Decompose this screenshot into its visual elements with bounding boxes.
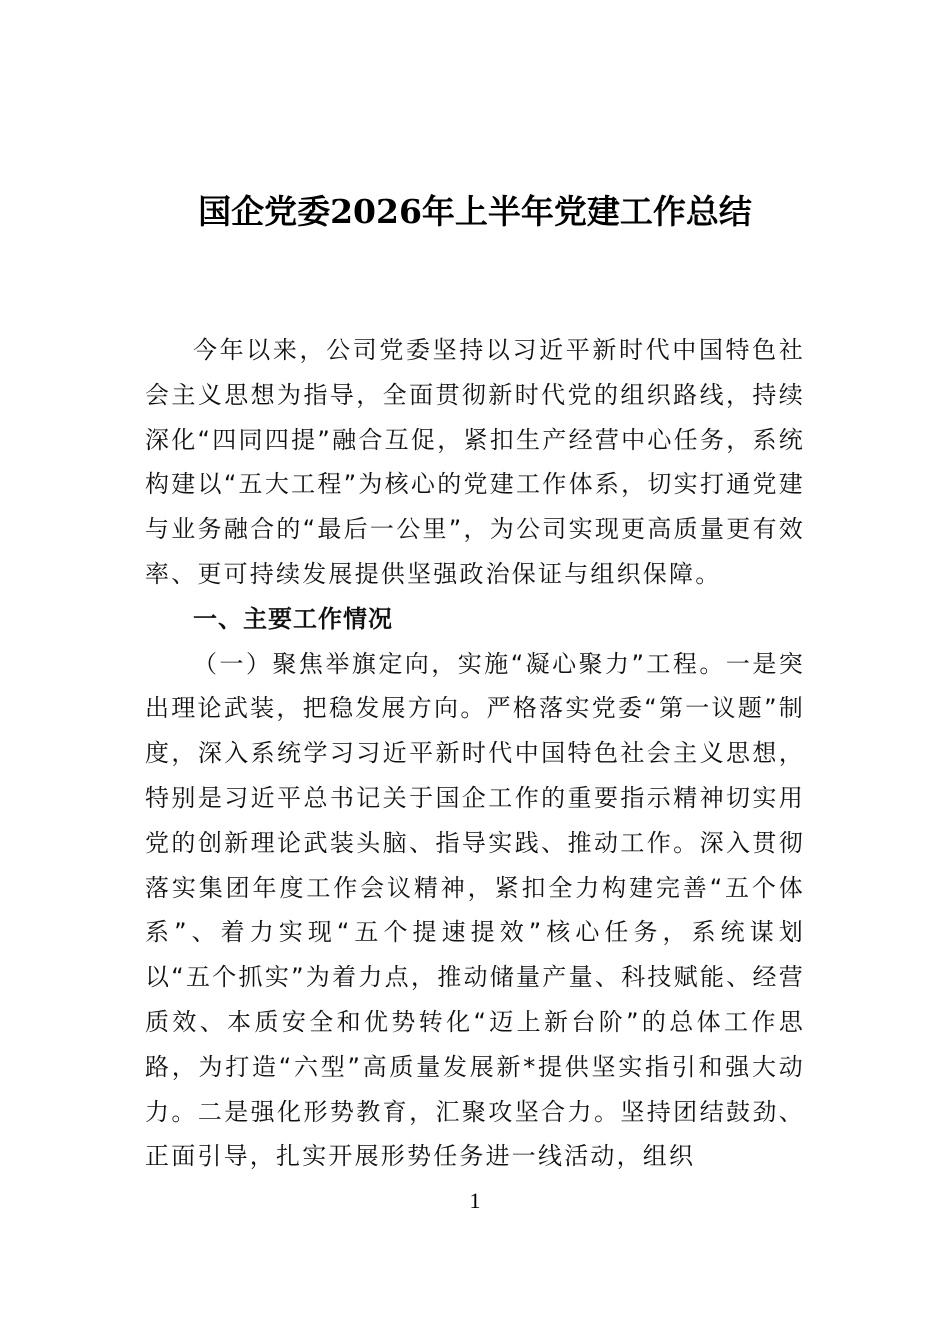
- section-1-paragraph-1: （一）聚焦举旗定向，实施“凝心聚力”工程。一是突出理论武装，把稳发展方向。严格落实党委“第一议题”制度，深入系统学习习近平新时代中国特色社会主义思想，特别是习近平总书记关于国企工作的重要指示精神切实用党的创新理论武装头脑、指导实践、推动工作。深入贯彻落实集团年度工作会议精神，紧扣全力构建完善“五个体系”、着力实现“五个提速提效”核心任务，系统谋划以“五个抓实”为着力点，推动储量产量、科技赋能、经营质效、本质安全和优势转化“迈上新台阶”的总体工作思路，为打造“六型”高质量发展新*提供坚实指引和强大动力。二是强化形势教育，汇聚攻坚合力。坚持团结鼓劲、正面引导，扎实开展形势任务进一线活动，组织: [145, 649, 805, 1171]
- document-title: 国企党委2026年上半年党建工作总结: [198, 192, 752, 231]
- section-heading-1: 一、主要工作情况: [193, 604, 393, 633]
- intro-paragraph: 今年以来，公司党委坚持以习近平新时代中国特色社会主义思想为指导，全面贯彻新时代党的组织路线，持续深化“四同四提”融合互促，紧扣生产经营中心任务，系统构建以“五大工程”为核心的党建工作体系，切实打通党建与业务融合的“最后一公里”，为公司实现更高质量更有效率、更可持续发展提供坚强政治保证与组织保障。: [145, 336, 805, 588]
- page-number: 1: [469, 1188, 481, 1213]
- document-body: [145, 328, 805, 1179]
